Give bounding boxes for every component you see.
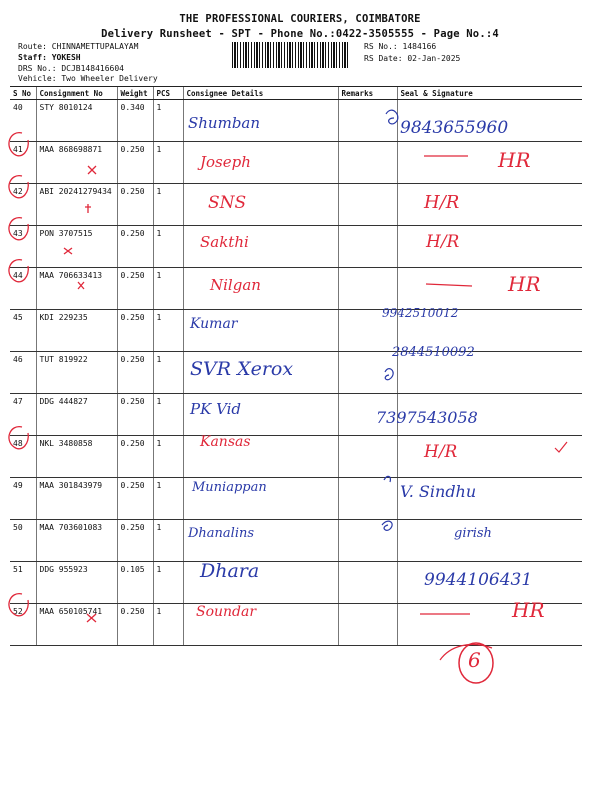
weight-cell: 0.250 <box>117 142 153 184</box>
handwritten-signature: HR <box>508 272 541 296</box>
weight-cell: 0.250 <box>117 604 153 646</box>
pcs-cell: 1 <box>153 310 183 352</box>
weight-cell: 0.250 <box>117 268 153 310</box>
cross-mark <box>87 614 96 622</box>
handwritten-consignee: Dhanalins <box>188 526 255 541</box>
col-header-consignee: Consignee Details <box>183 87 338 100</box>
pcs-cell: 1 <box>153 184 183 226</box>
handwritten-consignee: Shumban <box>188 114 261 132</box>
weight-cell: 0.250 <box>117 226 153 268</box>
handwritten-consignee: Soundar <box>196 604 257 620</box>
circle-mark <box>9 260 28 282</box>
consignment-cell: MAA 650105741 <box>36 604 117 646</box>
handwritten-signature: H/R <box>424 442 458 462</box>
pcs-cell: 1 <box>153 268 183 310</box>
consignment-cell: TUT 819922 <box>36 352 117 394</box>
circle-mark <box>9 594 28 616</box>
sno-cell: 49 <box>10 478 36 520</box>
handwritten-consignee: Muniappan <box>192 480 267 495</box>
weight-cell: 0.250 <box>117 184 153 226</box>
signature-scribble <box>384 476 390 482</box>
consignment-cell: KDI 229235 <box>36 310 117 352</box>
weight-cell: 0.250 <box>117 436 153 478</box>
pcs-cell: 1 <box>153 142 183 184</box>
handwritten-consignee: Dhara <box>200 560 260 582</box>
sno-cell: 40 <box>10 100 36 142</box>
page-count-number: 6 <box>468 648 481 672</box>
pcs-cell: 1 <box>153 394 183 436</box>
handwritten-consignee: Kansas <box>200 434 251 450</box>
handwritten-signature: 9843655960 <box>400 118 509 138</box>
pcs-cell: 1 <box>153 352 183 394</box>
cross-mark <box>78 282 84 289</box>
pcs-cell: 1 <box>153 604 183 646</box>
weight-cell: 0.340 <box>117 100 153 142</box>
signature-scribble <box>386 110 398 124</box>
cross-mark <box>88 166 96 174</box>
sno-cell: 52 <box>10 604 36 646</box>
pcs-cell: 1 <box>153 520 183 562</box>
consignment-cell: DDG 955923 <box>36 562 117 604</box>
sno-cell: 42 <box>10 184 36 226</box>
consignment-cell: NKL 3480858 <box>36 436 117 478</box>
handwritten-consignee: PK Vid <box>190 400 242 418</box>
sno-cell: 46 <box>10 352 36 394</box>
cross-mark <box>64 248 72 254</box>
sno-cell: 47 <box>10 394 36 436</box>
handwritten-signature: 7397543058 <box>376 408 478 427</box>
consignment-cell: MAA 868698871 <box>36 142 117 184</box>
handwritten-signature: H/R <box>426 232 460 252</box>
circle-mark <box>9 427 28 449</box>
circle-mark <box>9 176 28 198</box>
sno-cell: 45 <box>10 310 36 352</box>
tick-mark <box>555 442 567 452</box>
weight-cell: 0.250 <box>117 478 153 520</box>
weight-cell: 0.105 <box>117 562 153 604</box>
handwritten-consignee: SNS <box>208 193 247 213</box>
company-title: THE PROFESSIONAL COURIERS, COIMBATORE <box>179 13 421 25</box>
circle-mark <box>9 133 28 156</box>
col-header-pcs: PCS <box>153 87 183 100</box>
consignment-cell: PON 3707515 <box>36 226 117 268</box>
handwritten-consignee: Sakthi <box>200 233 249 251</box>
consignment-cell: MAA 301843979 <box>36 478 117 520</box>
weight-cell: 0.250 <box>117 352 153 394</box>
sno-cell: 48 <box>10 436 36 478</box>
weight-cell: 0.250 <box>117 520 153 562</box>
rs-date: RS Date: 02-Jan-2025 <box>364 54 461 63</box>
handwritten-signature: V. Sindhu <box>400 482 477 501</box>
staff-label: Staff: YOKESH <box>18 53 81 62</box>
handwritten-consignee: Kumar <box>190 316 238 332</box>
handwritten-signature: 2844510092 <box>392 345 475 360</box>
handwritten-consignee: Joseph <box>200 153 251 171</box>
weight-cell: 0.250 <box>117 310 153 352</box>
pcs-cell: 1 <box>153 478 183 520</box>
handwritten-signature: 9944106431 <box>424 570 533 590</box>
signature-scribble <box>385 369 393 380</box>
handwritten-signature: 9942510012 <box>382 306 459 320</box>
sno-cell: 43 <box>10 226 36 268</box>
handwritten-consignee: SVR Xerox <box>190 358 294 380</box>
sno-cell: 44 <box>10 268 36 310</box>
consignment-cell: MAA 703601083 <box>36 520 117 562</box>
pcs-cell: 1 <box>153 562 183 604</box>
col-header-remarks: Remarks <box>338 87 397 100</box>
sno-cell: 51 <box>10 562 36 604</box>
signature-scribble <box>382 521 392 530</box>
col-header-consignment: Consignment No <box>36 87 117 100</box>
handwritten-signature: girish <box>454 526 492 541</box>
weight-cell: 0.250 <box>117 394 153 436</box>
drs-number: DRS No.: DCJB148416604 <box>18 64 124 73</box>
vehicle-label: Vehicle: Two Wheeler Delivery <box>18 74 158 83</box>
sno-cell: 50 <box>10 520 36 562</box>
circle-mark <box>9 218 28 240</box>
route-label: Route: CHINNAMETTUPALAYAM <box>18 42 139 51</box>
runsheet-title: Delivery Runsheet - SPT - Phone No.:0422-3505555 - Page No.:4 <box>101 28 499 40</box>
rs-number: RS No.: 1484166 <box>364 42 437 51</box>
handwritten-signature: HR <box>498 148 531 172</box>
consignment-cell: ABI 20241279434 <box>36 184 117 226</box>
handwritten-signature: H/R <box>424 192 460 213</box>
handwritten-consignee: Nilgan <box>210 276 261 294</box>
strike-mark <box>426 284 472 286</box>
consignment-cell: STY 8010124 <box>36 100 117 142</box>
col-header-signature: Seal & Signature <box>397 87 582 100</box>
col-header-weight: Weight <box>117 87 153 100</box>
col-header-sno: S No <box>10 87 36 100</box>
sno-cell: 41 <box>10 142 36 184</box>
pcs-cell: 1 <box>153 100 183 142</box>
consignment-cell: DDG 444827 <box>36 394 117 436</box>
handwritten-signature: HR <box>512 598 545 622</box>
cross-mark <box>85 204 91 213</box>
pcs-cell: 1 <box>153 226 183 268</box>
consignment-cell: MAA 706633413 <box>36 268 117 310</box>
pcs-cell: 1 <box>153 436 183 478</box>
